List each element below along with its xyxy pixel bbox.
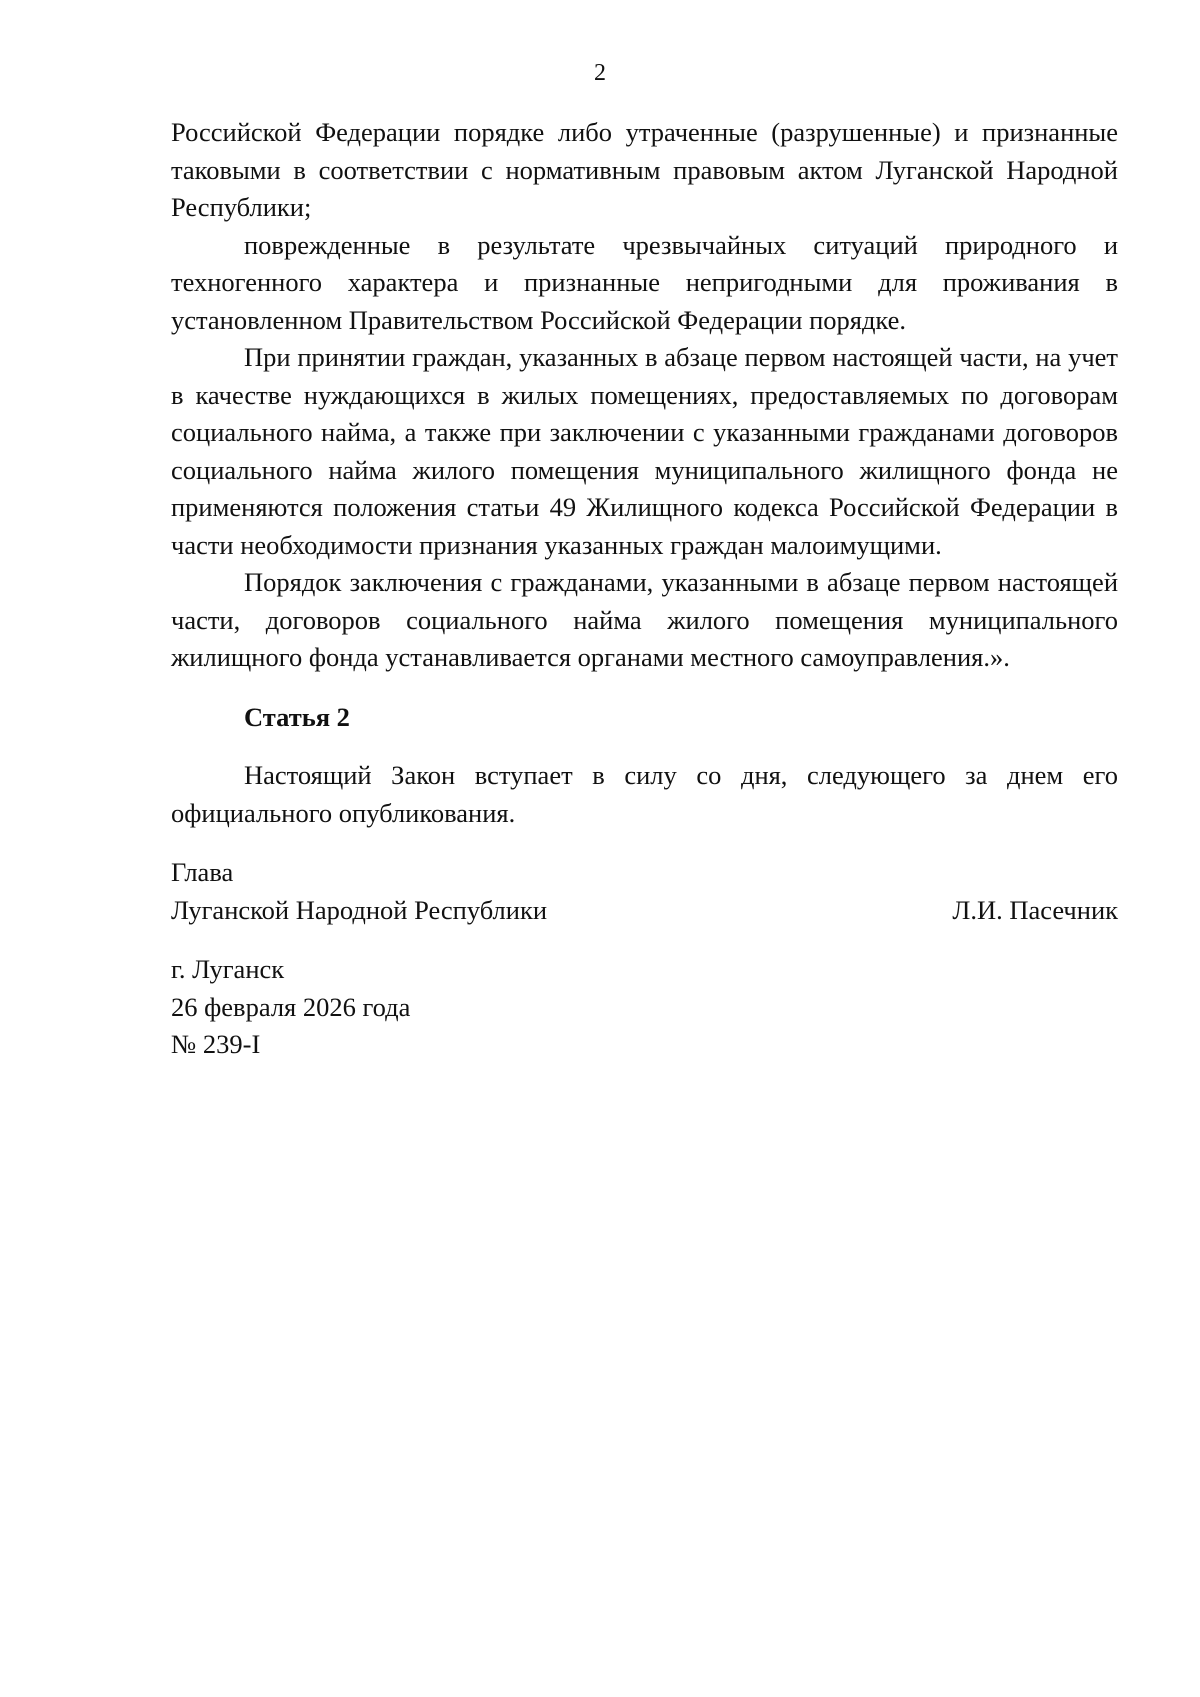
paragraph-damaged-housing: поврежденные в результате чрезвычайных ситуаций природного и техногенного характера и признанные непригодными для проживания в установленном Правительством Российской Федерации порядке. — [171, 229, 1118, 335]
article-heading: Статья 2 — [244, 701, 350, 732]
article-text: Настоящий Закон вступает в силу со дня, следующего за днем его официального опубликования. — [171, 760, 1118, 828]
law-number: № 239-I — [171, 1029, 261, 1059]
city: г. Луганск — [171, 954, 285, 984]
signature-block — [171, 854, 1118, 929]
place-date-block — [171, 951, 1118, 1064]
paragraph-continuation: Российской Федерации порядке либо утраченные (разрушенные) и признанные таковыми в соответствии с нормативным правовым актом Луганской Народной Республики; — [171, 117, 1118, 222]
signature-title: Глава — [171, 857, 234, 887]
paragraph-registration: При принятии граждан, указанных в абзаце первом настоящей части, на учет в качестве нуждающихся в жилых помещениях, предоставляемых по договорам социального найма, а также при заключении с указанными гражданами договоров социального найма жилого помещения муниципального жилищного фонда не применяются положения статьи 49 Жилищного кодекса Российской Федерации в части необходимости признания указанных граждан малоимущими. — [171, 342, 1118, 560]
document-body — [171, 114, 1118, 1064]
signature-title-republic: Луганской Народной Республики — [171, 894, 548, 925]
law-date: 26 февраля 2026 года — [171, 991, 411, 1022]
page-number: 2 — [594, 60, 606, 86]
signatory-name: Л.И. Пасечник — [952, 894, 1118, 925]
paragraph-contract-procedure: Порядок заключения с гражданами, указанными в абзаце первом настоящей части, договоров социального найма жилого помещения муниципального жилищного фонда устанавливается органами местного самоуправления.». — [171, 567, 1118, 672]
